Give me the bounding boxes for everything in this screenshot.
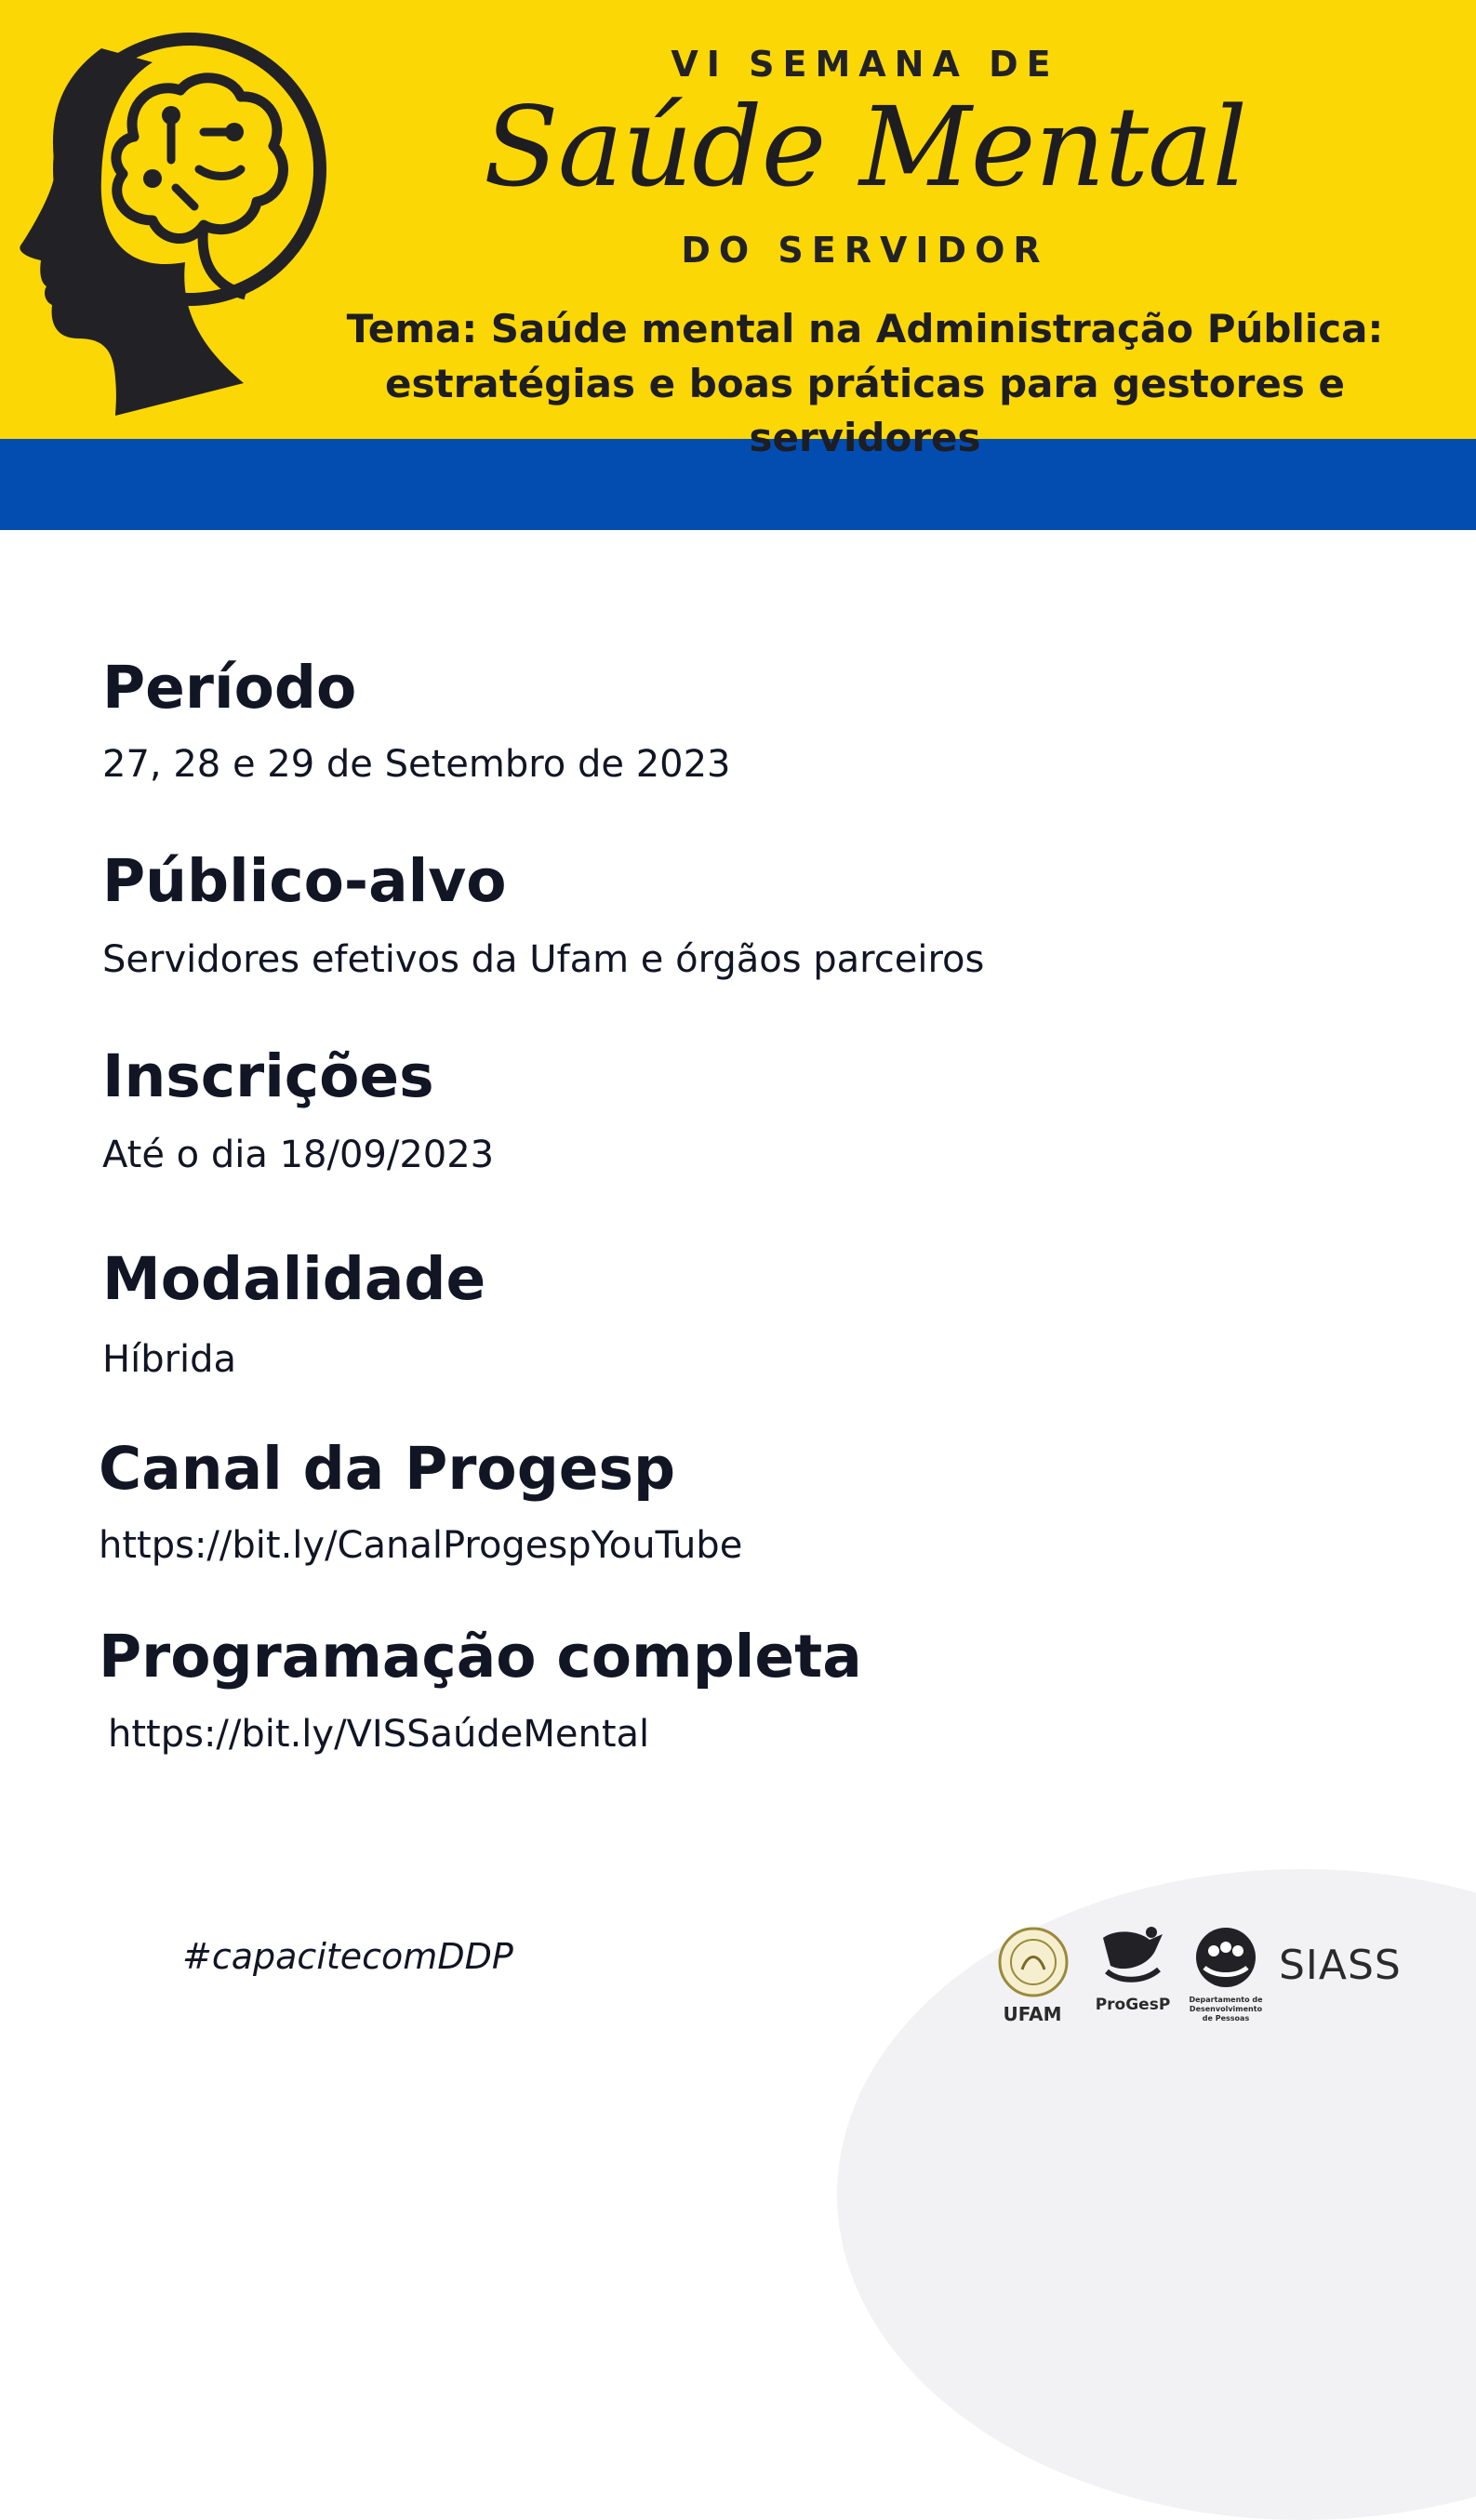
periodo-value: 27, 28 e 29 de Setembro de 2023 xyxy=(102,743,731,786)
programacao-link[interactable]: https://bit.ly/VISSaúdeMental xyxy=(108,1713,650,1756)
canal-heading: Canal da Progesp xyxy=(99,1435,676,1503)
partner-logos xyxy=(991,1925,1418,2027)
theme-line-1: Tema: Saúde mental na Administração Pública: xyxy=(346,306,1384,351)
ddp-logo-icon xyxy=(1193,1925,1258,1990)
ddp-label xyxy=(1184,1996,1268,2023)
ddp-label-line-1: Departamento de xyxy=(1189,1996,1263,2004)
ufam-label: UFAM xyxy=(1003,2003,1062,2025)
event-title: Saúde Mental xyxy=(483,83,1247,211)
publico-value: Servidores efetivos da Ufam e órgãos parceiros xyxy=(102,938,985,981)
publico-heading: Público-alvo xyxy=(102,847,507,915)
ddp-label-line-2: Desenvolvimento xyxy=(1189,2005,1263,2013)
ufam-seal-icon xyxy=(996,1925,1070,1999)
periodo-heading: Período xyxy=(102,654,357,722)
siass-logo: SIASS xyxy=(1279,1942,1402,1989)
inscricoes-value: Até o dia 18/09/2023 xyxy=(102,1134,495,1176)
hashtag: #capacitecomDDP xyxy=(182,1936,513,1977)
kicker-bottom: DO SERVIDOR xyxy=(681,230,1049,271)
modalidade-value: Híbrida xyxy=(102,1338,237,1381)
inscricoes-heading: Inscrições xyxy=(102,1042,434,1110)
ddp-label-line-3: de Pessoas xyxy=(1202,2014,1250,2023)
canal-link[interactable]: https://bit.ly/CanalProgespYouTube xyxy=(99,1524,743,1567)
programacao-heading: Programação completa xyxy=(99,1623,862,1691)
kicker-top: VI SEMANA DE xyxy=(671,44,1059,85)
theme-line-2: estratégias e boas práticas para gestores e servidores xyxy=(385,361,1345,460)
modalidade-heading: Modalidade xyxy=(102,1245,486,1313)
progesp-label: ProGesP xyxy=(1095,1996,1171,2014)
progesp-logo-icon xyxy=(1097,1925,1168,1990)
faint-bottom-text xyxy=(102,2066,828,2094)
